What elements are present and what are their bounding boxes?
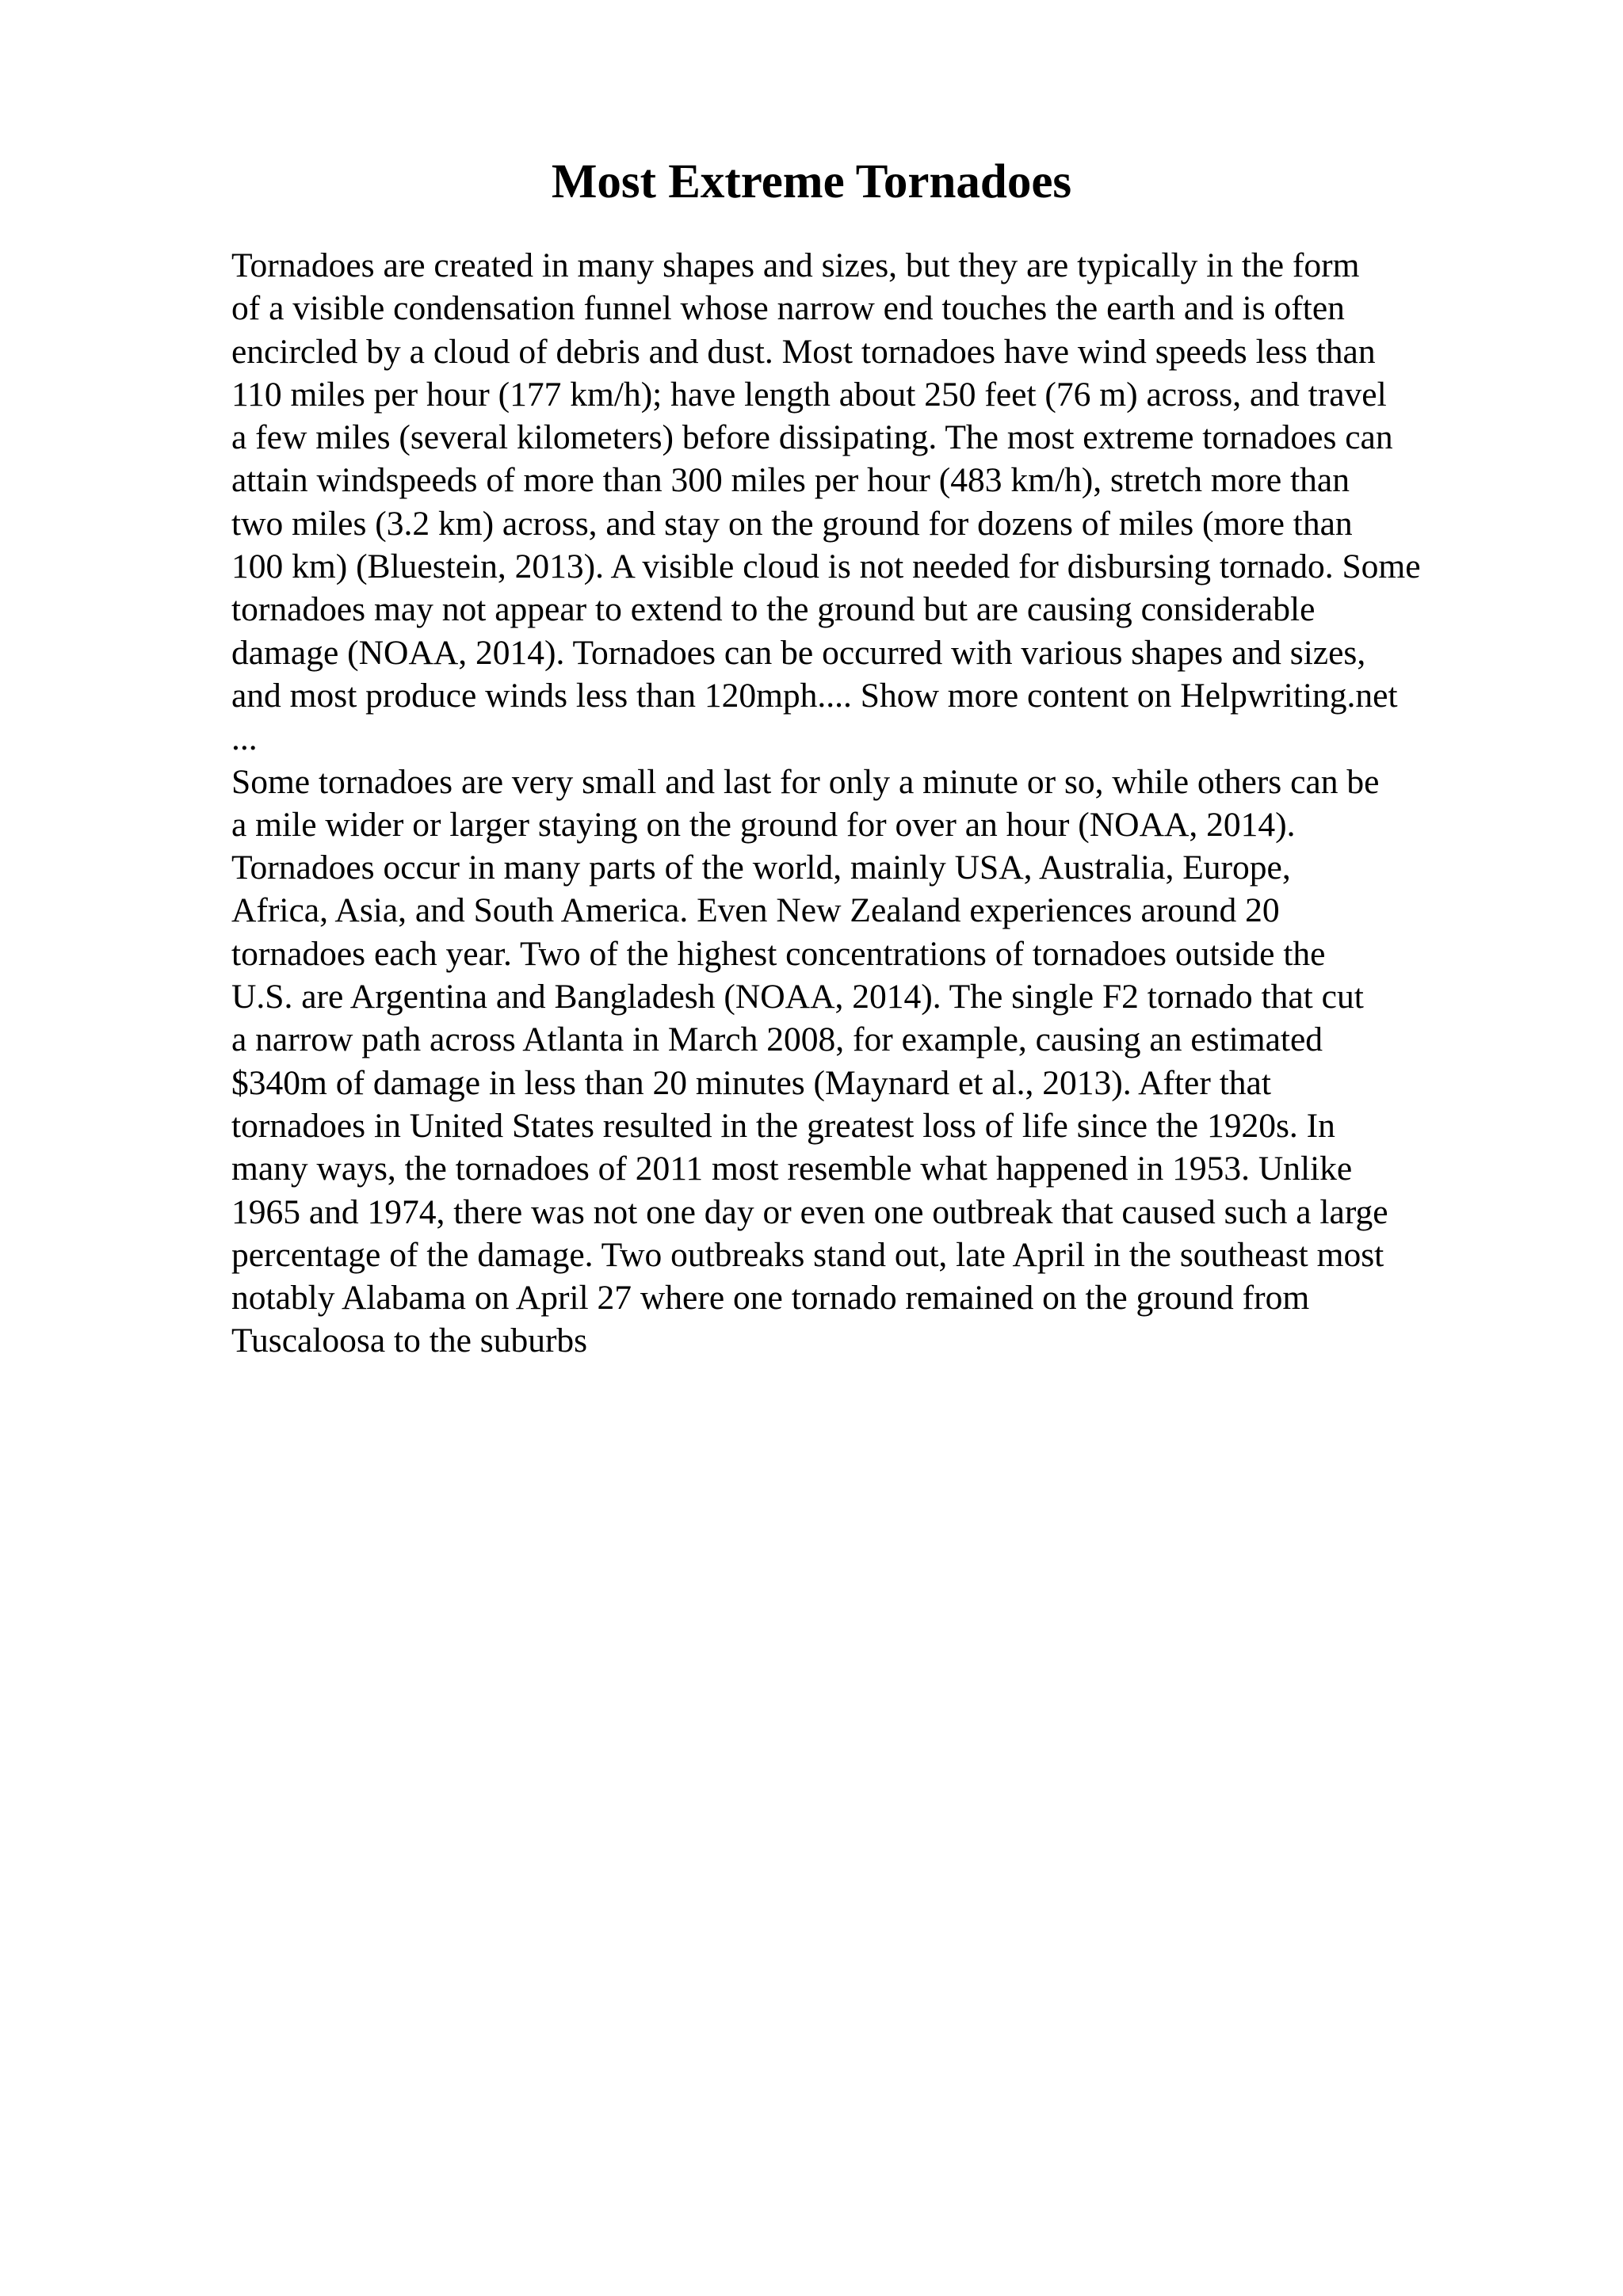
text-line: encircled by a cloud of debris and dust. Most tornadoes have wind speeds less than — [231, 332, 1376, 371]
text-line: 1965 and 1974, there was not one day or even one outbreak that caused such a large — [231, 1192, 1388, 1231]
text-line: notably Alabama on April 27 where one tornado remained on the ground from — [231, 1279, 1310, 1318]
document-body — [231, 244, 1531, 1363]
text-line: attain windspeeds of more than 300 miles per hour (483 km/h), stretch more than — [231, 461, 1350, 500]
text-line: a mile wider or larger staying on the ground for over an hour (NOAA, 2014). — [231, 805, 1296, 844]
text-line: Tornadoes are created in many shapes and sizes, but they are typically in the form — [231, 246, 1360, 284]
text-line: Africa, Asia, and South America. Even New Zealand experiences around 20 — [231, 891, 1280, 930]
text-line: and most produce winds less than 120mph.... Show more content on Helpwriting.net — [231, 676, 1398, 715]
text-line: $340m of damage in less than 20 minutes (Maynard et al., 2013). After that — [231, 1063, 1271, 1102]
text-line: Tuscaloosa to the suburbs — [231, 1322, 588, 1360]
text-line: 100 km) (Bluestein, 2013). A visible cloud is not needed for disbursing tornado. Some — [231, 547, 1421, 586]
text-line: damage (NOAA, 2014). Tornadoes can be occurred with various shapes and sizes, — [231, 633, 1366, 672]
text-line: ... — [231, 719, 258, 758]
text-line: of a visible condensation funnel whose narrow end touches the earth and is often — [231, 289, 1345, 328]
text-line: Tornadoes occur in many parts of the world, mainly USA, Australia, Europe, — [231, 849, 1291, 887]
document-title: Most Extreme Tornadoes — [551, 155, 1072, 208]
text-line: percentage of the damage. Two outbreaks stand out, late April in the southeast most — [231, 1235, 1384, 1274]
text-line: a narrow path across Atlanta in March 2008, for example, causing an estimated — [231, 1020, 1323, 1059]
text-line: two miles (3.2 km) across, and stay on the ground for dozens of miles (more than — [231, 504, 1353, 543]
text-line: tornadoes may not appear to extend to the ground but are causing considerable — [231, 590, 1316, 629]
text-line: 110 miles per hour (177 km/h); have length about 250 feet (76 m) across, and travel — [231, 375, 1387, 414]
text-line: many ways, the tornadoes of 2011 most resemble what happened in 1953. Unlike — [231, 1150, 1353, 1188]
text-line: tornadoes each year. Two of the highest concentrations of tornadoes outside the — [231, 934, 1326, 973]
text-line: Some tornadoes are very small and last for only a minute or so, while others can be — [231, 762, 1380, 801]
text-line: U.S. are Argentina and Bangladesh (NOAA, 2014). The single F2 tornado that cut — [231, 978, 1364, 1016]
text-line: tornadoes in United States resulted in the greatest loss of life since the 1920s. In — [231, 1106, 1335, 1145]
text-line: a few miles (several kilometers) before dissipating. The most extreme tornadoes can — [231, 418, 1393, 457]
